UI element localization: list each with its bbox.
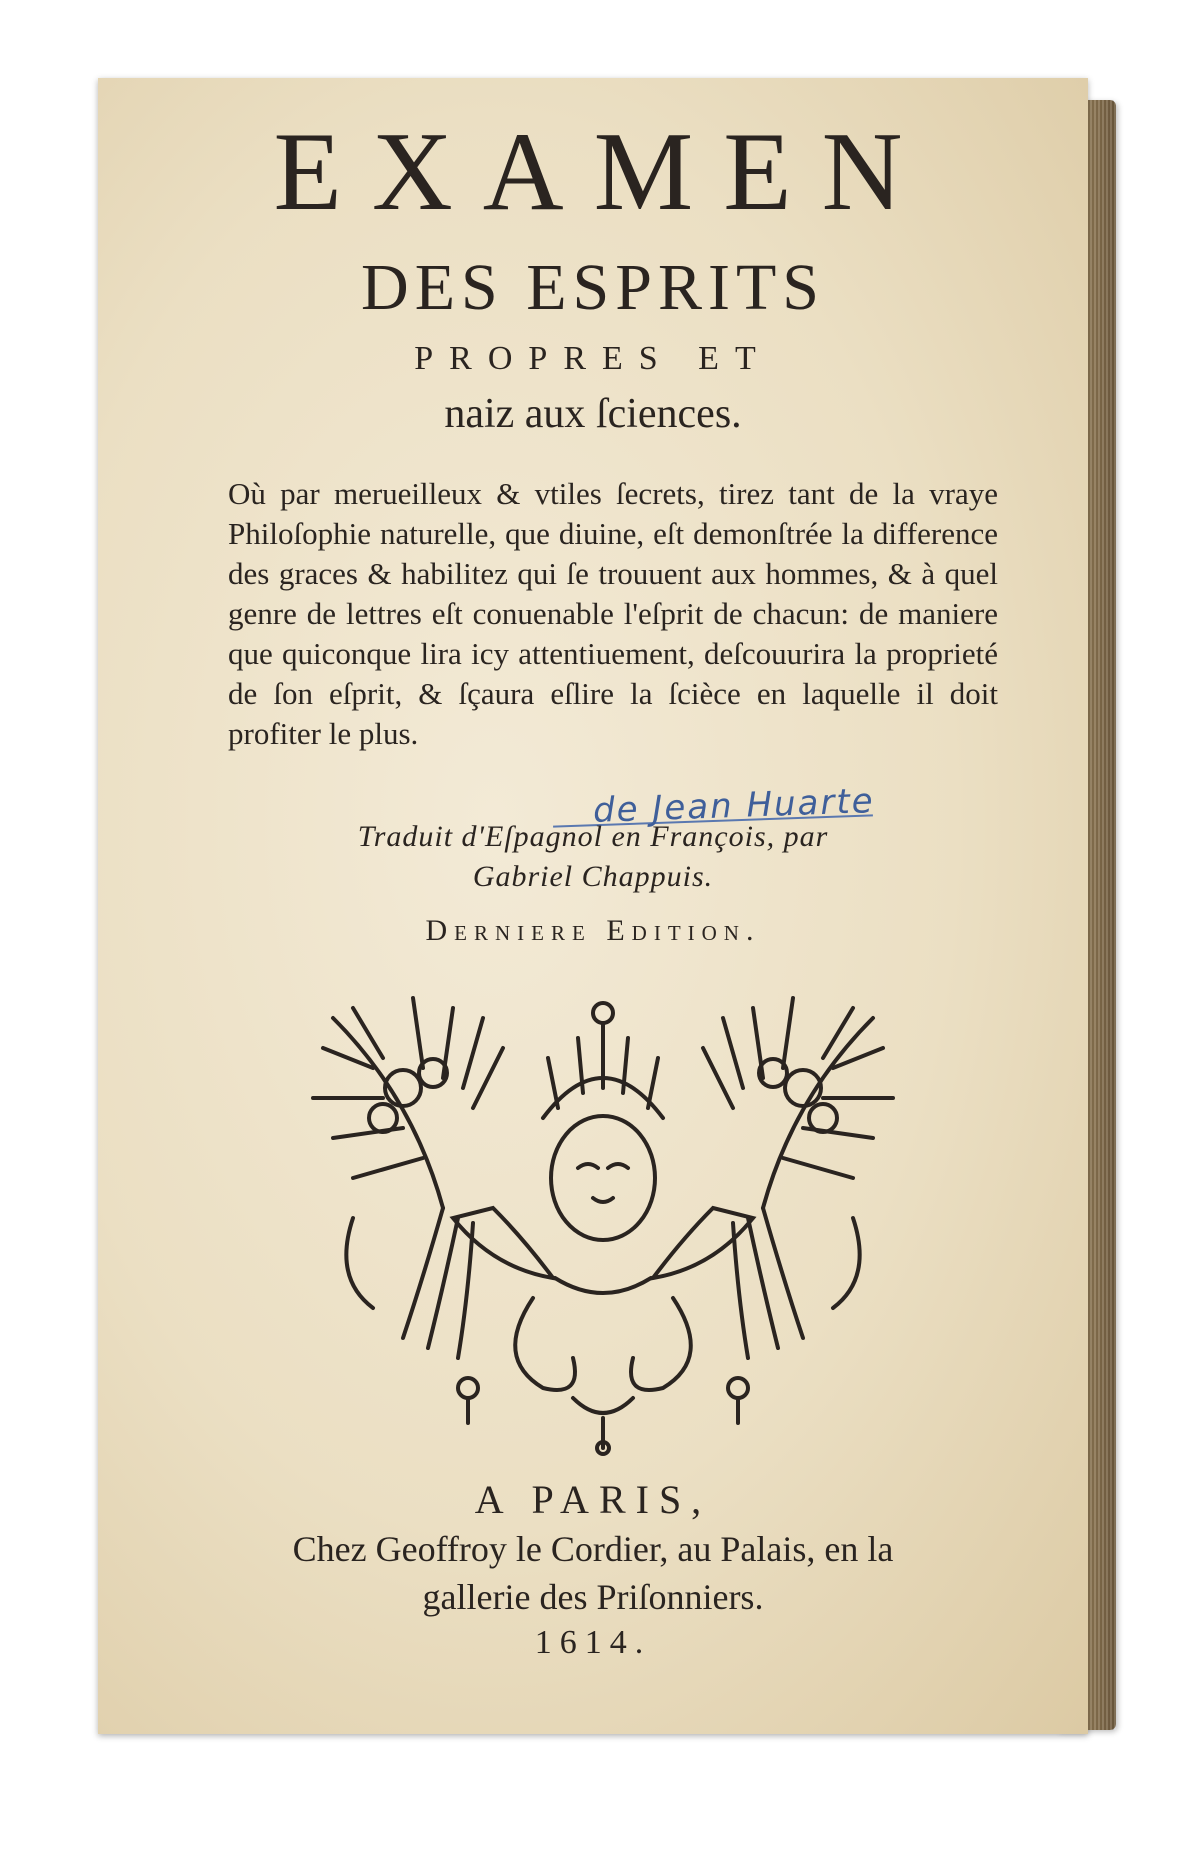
translation-line: Traduit d'Eſpagnol en François, par xyxy=(357,820,829,853)
woodcut-ornament xyxy=(293,978,913,1458)
title-line-4: naiz aux ſciences. xyxy=(444,391,742,437)
handwritten-note: de Jean Huarte xyxy=(592,781,876,831)
imprint-publisher-line-2: gallerie des Priſonniers. xyxy=(422,1577,764,1617)
title-page xyxy=(98,78,1088,1734)
title-line-3: PROPRES ET xyxy=(414,340,772,377)
book xyxy=(98,78,1116,1734)
description-paragraph: Où par merueilleux & vtiles ſecrets, tirez tant de la vraye Philoſophie naturelle, que diuine, eſt demonſtrée la difference des graces & habilitez qui ſe trouuent aux hommes, & à quel genre de lettres eſt conuenable l'eſprit de chacun: de maniere que quiconque lira icy attentiuement, deſcouurira la proprieté de ſon eſprit, & ſçaura eſlire la ſcièce en laquelle il doit profiter le plus. xyxy=(228,476,998,751)
translator-name: Gabriel Chappuis. xyxy=(472,860,714,893)
edition-line: Derniere Edition. xyxy=(425,914,761,947)
imprint-year: 1614. xyxy=(534,1624,652,1661)
title-line-2: DES ESPRITS xyxy=(361,251,825,324)
imprint-city: A PARIS, xyxy=(474,1477,712,1522)
title-line-1: EXAMEN xyxy=(273,110,933,234)
imprint-publisher-line-1: Chez Geoffroy le Cordier, au Palais, en la xyxy=(292,1529,894,1569)
